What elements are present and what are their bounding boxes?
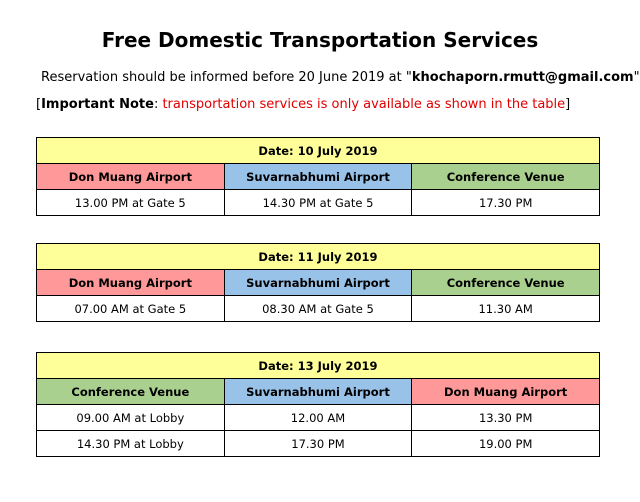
schedule-table-13-july xyxy=(36,352,600,457)
table-cell: 13.30 PM xyxy=(412,405,600,431)
table-cell: 11.30 AM xyxy=(412,296,600,322)
important-note xyxy=(36,97,570,112)
schedule-table-11-july xyxy=(36,243,600,322)
header-don-muang: Don Muang Airport xyxy=(37,164,225,190)
table-row xyxy=(37,405,600,431)
reservation-email: khochaporn.rmutt@gmail.com xyxy=(411,70,634,85)
header-don-muang: Don Muang Airport xyxy=(37,270,225,296)
reservation-prefix: Reservation should be informed before 20 June 2019 at " xyxy=(41,70,412,85)
note-label: Important Note xyxy=(41,97,154,112)
schedule-table-10-july xyxy=(36,137,600,216)
table-cell: 07.00 AM at Gate 5 xyxy=(37,296,225,322)
table-cell: 13.00 PM at Gate 5 xyxy=(37,190,225,216)
table-cell: 14.30 PM at Lobby xyxy=(37,431,225,457)
table-cell: 14.30 PM at Gate 5 xyxy=(224,190,412,216)
note-colon: : xyxy=(153,97,163,112)
table-date: Date: 13 July 2019 xyxy=(37,353,600,379)
table-row xyxy=(37,431,600,457)
header-suvarnabhumi: Suvarnabhumi Airport xyxy=(224,379,412,405)
header-suvarnabhumi: Suvarnabhumi Airport xyxy=(224,270,412,296)
table-row xyxy=(37,296,600,322)
table-cell: 17.30 PM xyxy=(224,431,412,457)
table-cell: 09.00 AM at Lobby xyxy=(37,405,225,431)
header-suvarnabhumi: Suvarnabhumi Airport xyxy=(224,164,412,190)
reservation-line xyxy=(41,70,640,85)
reservation-suffix: " xyxy=(633,70,640,85)
note-open-bracket: [ xyxy=(36,97,42,112)
note-text: transportation services is only available as shown in the table xyxy=(162,97,566,112)
header-conference-venue: Conference Venue xyxy=(412,270,600,296)
page-title: Free Domestic Transportation Services xyxy=(101,28,539,52)
table-cell: 17.30 PM xyxy=(412,190,600,216)
header-conference-venue: Conference Venue xyxy=(412,164,600,190)
note-close-bracket: ] xyxy=(565,97,571,112)
table-cell: 08.30 AM at Gate 5 xyxy=(224,296,412,322)
header-don-muang: Don Muang Airport xyxy=(412,379,600,405)
table-date: Date: 10 July 2019 xyxy=(37,138,600,164)
table-cell: 19.00 PM xyxy=(412,431,600,457)
table-date: Date: 11 July 2019 xyxy=(37,244,600,270)
table-cell: 12.00 AM xyxy=(224,405,412,431)
table-row xyxy=(37,190,600,216)
header-conference-venue: Conference Venue xyxy=(37,379,225,405)
